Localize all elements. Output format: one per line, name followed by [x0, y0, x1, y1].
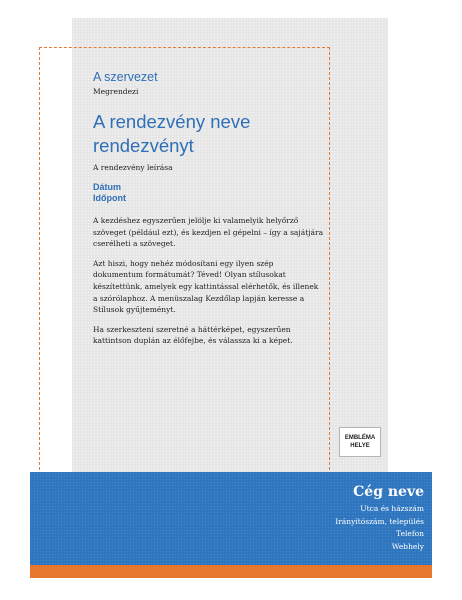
- company-name[interactable]: Cég neve: [353, 484, 424, 500]
- body-paragraph-1[interactable]: A kezdéshez egyszerűen jelölje ki valamelyik helyőrző szöveget (például ezt), és kezdjen el gépelni – így a sajátjára cserélheti a szöveget.: [93, 216, 324, 249]
- footer-accent-strip: [30, 565, 432, 578]
- company-city[interactable]: Irányítószám, település: [335, 516, 424, 526]
- event-title-line2[interactable]: rendezvényt: [93, 135, 194, 156]
- flyer-content: [93, 70, 325, 355]
- company-address[interactable]: Utca és házszám: [360, 504, 424, 513]
- logo-placeholder[interactable]: [339, 427, 381, 457]
- event-title-line1[interactable]: A rendezvény neve: [93, 111, 251, 132]
- event-description[interactable]: A rendezvény leírása: [93, 163, 173, 172]
- company-phone[interactable]: Telefon: [396, 529, 424, 538]
- host-label[interactable]: Megrendezi: [93, 87, 139, 96]
- event-title[interactable]: [93, 110, 325, 158]
- company-info: [335, 484, 424, 553]
- logo-placeholder-line2: HELYE: [350, 443, 370, 449]
- event-date[interactable]: Dátum: [93, 182, 122, 192]
- company-web[interactable]: Webhely: [391, 541, 424, 551]
- event-time[interactable]: Időpont: [93, 193, 126, 203]
- body-paragraph-2[interactable]: Azt hiszi, hogy nehéz módosítani egy ilyen szép dokumentum formátumát? Téved! Olyan stílusokat készítettünk, amelyek egy kattintással elérhetők, és illenek a szórólaphoz. A menüszalag Kezdőlap lapján keresse a Stílusok gyűjteményt.: [93, 258, 319, 315]
- logo-placeholder-line1: EMBLÉMA: [344, 435, 376, 441]
- body-paragraph-3[interactable]: Ha szerkeszteni szeretné a háttérképet, egyszerűen kattintson duplán az élőfejbe, és válassza ki a képet.: [93, 324, 293, 346]
- date-time-block: [93, 182, 325, 204]
- organization-name[interactable]: A szervezet: [93, 70, 158, 84]
